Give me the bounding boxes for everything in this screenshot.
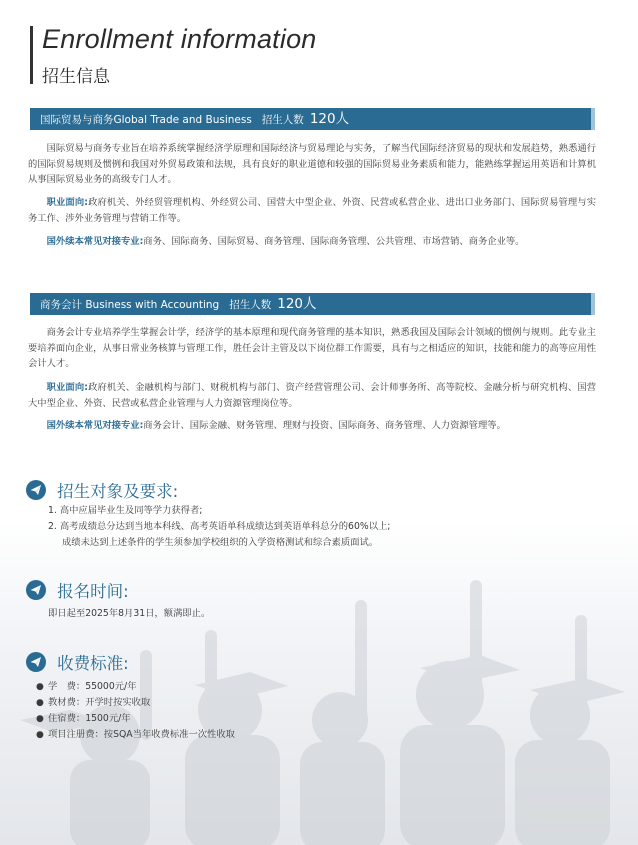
program-career <box>28 195 596 226</box>
requirement-note: 成绩未达到上述条件的学生须参加学校组织的入学资格测试和综合素质面试。 <box>62 537 379 548</box>
fee-item-text: 学 费：55000元/年 <box>48 681 137 692</box>
header-accent-bar <box>30 26 33 84</box>
further-text: 商务、国际商务、国际贸易、商务管理、国际商务管理、公共管理、市场营销、商务企业等。 <box>143 236 525 247</box>
section-signup <box>26 578 129 602</box>
program-description: 国际贸易与商务专业旨在培养系统掌握经济学原理和国际经济与贸易理论与实务，了解当代国际经济贸易的现状和发展趋势，熟悉通行的国际贸易规则及惯例和我国对外贸易政策和法规，具有良好的职业道德和较强的国际贸易业务素质和能力，能熟练掌握运用英语和计算机从事国际贸易业务的高级专门人才。 <box>28 143 596 185</box>
requirement-item: 1. 高中应届毕业生及同等学力获得者; <box>48 505 203 516</box>
paper-plane-icon <box>26 652 46 672</box>
career-label: 职业面向: <box>46 197 88 208</box>
page-title-en: Enrollment information <box>42 24 317 54</box>
section-title: 收费标准: <box>57 654 129 673</box>
enroll-label: 招生人数 <box>229 299 272 311</box>
program-bar-trade <box>30 108 595 130</box>
section-fees <box>26 650 129 674</box>
enroll-count: 120人 <box>309 111 350 127</box>
career-text: 政府机关、外经贸管理机构、外经贸公司、国营大中型企业、外资、民营或私营企业、进出口业务部门、国际贸易管理与实务工作、涉外业务管理与营销工作等。 <box>28 197 596 224</box>
requirement-item: 2. 高考成绩总分达到当地本科线、高考英语单科成绩达到英语单科总分的60%以上; <box>48 521 391 532</box>
career-text: 政府机关、金融机构与部门、财税机构与部门、资产经营管理公司、会计师事务所、高等院校、金融分析与研究机构、国营大中型企业、外资、民营或私营企业管理与人力资源管理岗位等。 <box>28 382 596 409</box>
paper-plane-icon <box>26 580 46 600</box>
fee-list <box>36 679 235 743</box>
fee-item: ● 住宿费：1500元/年 <box>36 713 131 724</box>
fee-item: ● 项目注册费：按SQA当年收费标准一次性收取 <box>36 729 235 740</box>
fee-item: ● 教材费：开学时按实收取 <box>36 697 151 708</box>
fee-item-text: 项目注册费：按SQA当年收费标准一次性收取 <box>48 729 235 740</box>
program-further-study <box>28 234 596 250</box>
enroll-count: 120人 <box>277 296 317 312</box>
program-career <box>28 380 596 411</box>
enroll-label: 招生人数 <box>261 114 304 126</box>
section-requirements <box>26 478 178 502</box>
program-description: 商务会计专业培养学生掌握会计学，经济学的基本原理和现代商务管理的基本知识，熟悉我国及国际会计领域的惯例与规则。此专业主要培养面向企业，从事日常业务核算与管理工作，胜任会计主管及以下岗位群工作需要，具有与之相适应的知识，技能和能力的高等应用性会计人才。 <box>28 327 596 369</box>
fee-item-text: 住宿费：1500元/年 <box>48 713 131 724</box>
program-name: 商务会计 Business with Accounting <box>40 299 220 311</box>
signup-text: 即日起至2025年8月31日，额满即止。 <box>48 608 211 619</box>
program-bar-accounting <box>30 293 595 315</box>
program-name: 国际贸易与商务Global Trade and Business <box>40 114 252 126</box>
fee-item-text: 教材费：开学时按实收取 <box>48 697 151 708</box>
further-label: 国外续本常见对接专业: <box>46 236 144 247</box>
section-title: 招生对象及要求: <box>57 482 179 501</box>
page-title-cn: 招生信息 <box>42 67 110 87</box>
further-text: 商务会计、国际金融、财务管理、理财与投资、国际商务、商务管理、人力资源管理等。 <box>143 420 506 431</box>
paper-plane-icon <box>26 480 46 500</box>
career-label: 职业面向: <box>46 382 88 393</box>
program-further-study <box>28 418 596 434</box>
fee-item: ● 学 费：55000元/年 <box>36 681 137 692</box>
section-title: 报名时间: <box>57 582 129 601</box>
further-label: 国外续本常见对接专业: <box>46 420 144 431</box>
